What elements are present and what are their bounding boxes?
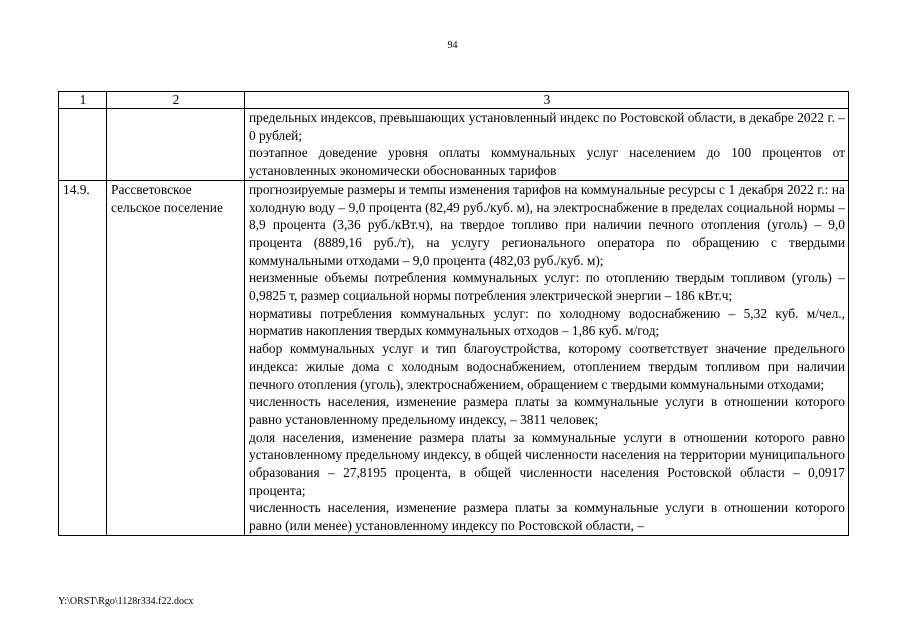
settlement-name-cell: Рассветовское сельское поселение xyxy=(107,180,245,535)
paragraph: численность населения, изменение размера платы за коммунальные услуги в отношении которого равно (или менее) установленному индексу по Ростовской области, – xyxy=(249,500,845,534)
paragraph: нормативы потребления коммунальных услуг: по холодному водоснабжению – 5,32 куб. м/чел., норматив накопления твердых коммунальных отходов – 1,86 куб. м/год; xyxy=(249,305,845,339)
details-cell xyxy=(245,180,849,535)
paragraph: численность населения, изменение размера платы за коммунальные услуги в отношении которого равно установленному предельному индексу, – 3811 человек; xyxy=(249,394,845,427)
row-number-cell: 14.9. xyxy=(59,180,107,535)
tariff-table xyxy=(58,91,849,536)
settlement-name-cell xyxy=(107,109,245,181)
details-cell xyxy=(245,109,849,181)
page-number: 94 xyxy=(447,40,458,51)
paragraph: поэтапное доведение уровня оплаты коммунальных услуг населением до 100 процентов от установленных экономически обоснованных тарифов xyxy=(249,145,845,179)
paragraph: предельных индексов, превышающих установленный индекс по Ростовской области, в декабре 2022 г. – 0 рублей; xyxy=(249,110,845,143)
paragraph: доля населения, изменение размера платы за коммунальные услуги в отношении которого равно установленному предельному индексу, в общей численности населения на территории муниципального образования – 27,8195 процента, в общей численности населения Ростовской области – 0,0917 процента; xyxy=(249,429,845,498)
table-row-continuation xyxy=(59,109,849,181)
paragraph: неизменные объемы потребления коммунальных услуг: по отоплению твердым топливом (уголь) – 0,9825 т, размер социальной нормы потребления электрической энергии – 186 кВт.ч; xyxy=(249,270,845,304)
table-row-14-9 xyxy=(59,180,849,535)
column-header-3: 3 xyxy=(245,92,849,109)
paragraph: набор коммунальных услуг и тип благоустройства, которому соответствует значение предельного индекса: жилые дома с холодным водоснабжением, отоплением твердым топливом при наличии печного отопления (уголь), электроснабжением, обращением с твердыми коммунальными отходами; xyxy=(249,341,845,392)
row-number-cell xyxy=(59,109,107,181)
file-path-footer: Y:\ORST\Rgo\1128r334.f22.docx xyxy=(58,596,194,607)
table-header-row xyxy=(59,92,849,109)
paragraph: прогнозируемые размеры и темпы изменения тарифов на коммунальные ресурсы с 1 декабря 2022 г.: на холодную воду – 9,0 процента (82,49 руб./куб. м), на электроснабжение в пределах социальной нормы – 8,9 процента (3,36 руб./кВт.ч), на твердое топливо при наличии печного отопления (уголь) – 9,0 процента (8889,16 руб./т), на услугу регионального оператора по обращению с твердыми коммунальными отходами – 9,0 процента (482,03 руб./куб. м); xyxy=(249,181,845,268)
column-header-2: 2 xyxy=(107,92,245,109)
column-header-1: 1 xyxy=(59,92,107,109)
